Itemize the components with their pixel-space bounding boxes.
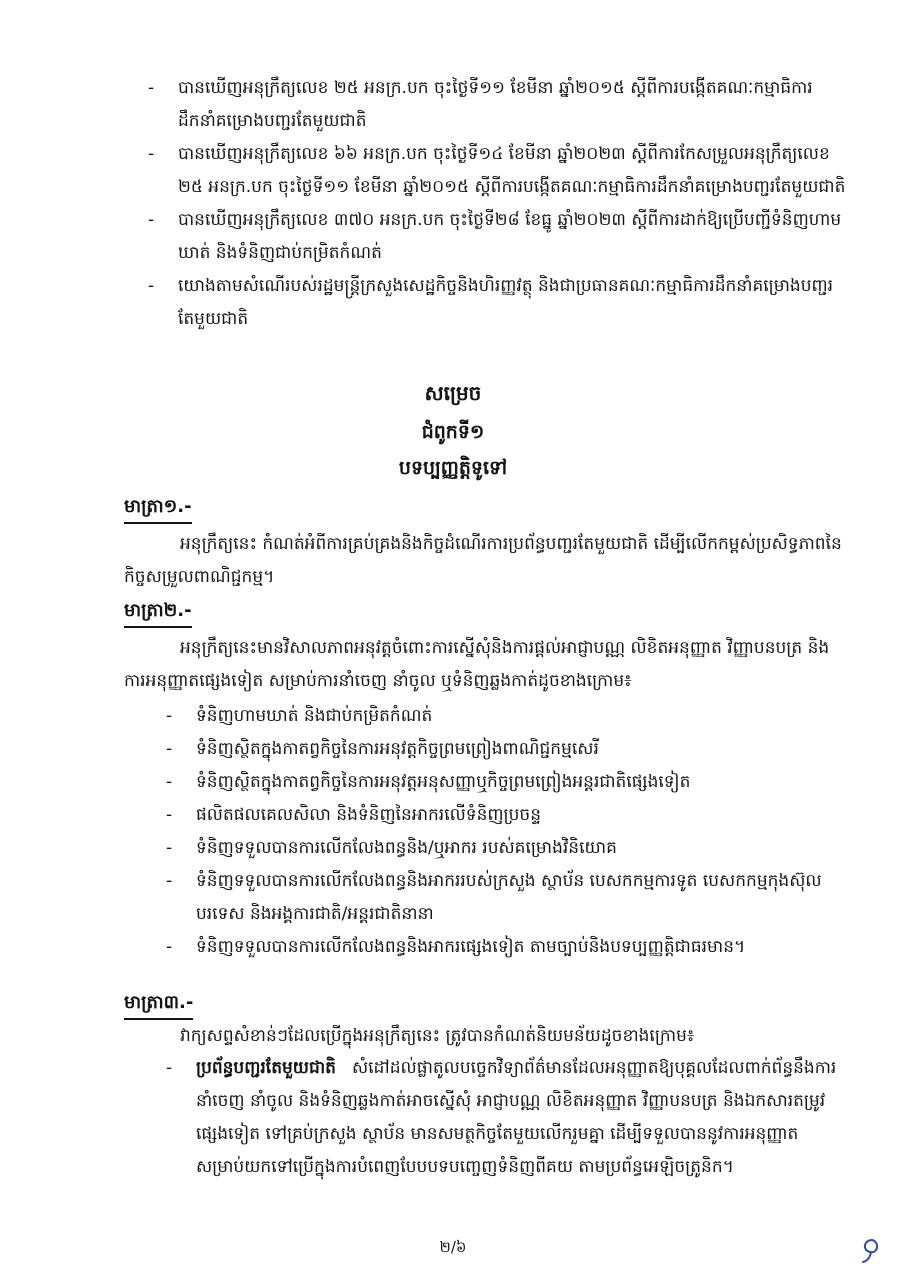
preamble-item: - បានឃើញអនុក្រឹត្យលេខ ៣៧០ អនក្រ.បក ចុះថ្ងៃទី២៨ ខែធ្នូ ឆ្នាំ២០២៣ ស្តីពីការដាក់ឱ្យប្រើបញ្ជីទំនិញហាមឃាត់ និងទំនិញជាប់កម្រិតកំណត់	[148, 204, 848, 270]
definition-item	[166, 1052, 846, 1184]
article-3-heading: មាត្រា៣.-	[124, 990, 193, 1020]
article-2-list	[166, 700, 846, 964]
article-2-text: អនុក្រឹត្យនេះមានវិសាលភាពអនុវត្តចំពោះការស្នើសុំនិងការផ្តល់អាជ្ញាបណ្ណ លិខិតអនុញ្ញាត វិញ្ញាបនបត្រ និងការអនុញ្ញាតផ្សេងទៀត សម្រាប់ការនាំចេញ នាំចូល ឬទំនិញឆ្លងកាត់ដូចខាងក្រោម៖	[124, 638, 830, 691]
preamble-item: - យោងតាមសំណើរបស់រដ្ឋមន្ត្រីក្រសួងសេដ្ឋកិច្ចនិងហិរញ្ញវត្ថុ និងជាប្រធានគណៈកម្មាធិការដឹកនាំគម្រោងបញ្ជរតែមួយជាតិ	[148, 270, 848, 336]
scope-item: - ទំនិញទទួលបានការលើកលែងពន្ធនិង/ឬអាករ របស់គម្រោងវិនិយោគ	[166, 832, 846, 865]
article-1-heading: មាត្រា១.-	[124, 494, 192, 524]
preamble-list	[148, 72, 848, 336]
scope-item: - ទំនិញហាមឃាត់ និងជាប់កម្រិតកំណត់	[166, 700, 846, 733]
scope-item: - ទំនិញស្ថិតក្នុងកាតព្វកិច្ចនៃការអនុវត្តកិច្ចព្រមព្រៀងពាណិជ្ជកម្មសេរី	[166, 733, 846, 766]
preamble-item: - បានឃើញអនុក្រឹត្យលេខ ២៥ អនក្រ.បក ចុះថ្ងៃទី១១ ខែមីនា ឆ្នាំ២០១៥ ស្តីពីការបង្កើតគណៈកម្មាធិការដឹកនាំគម្រោងបញ្ជរតែមួយជាតិ	[148, 72, 848, 138]
scope-item: - ទំនិញស្ថិតក្នុងកាតព្វកិច្ចនៃការអនុវត្តអនុសញ្ញាឬកិច្ចព្រមព្រៀងអន្តរជាតិផ្សេងទៀត	[166, 766, 846, 799]
chapter-title: ជំពូកទី១	[421, 421, 485, 443]
chapter-subtitle: បទប្បញ្ញត្តិទូទៅ	[398, 457, 508, 479]
article-1-text: អនុក្រឹត្យនេះ កំណត់អំពីការគ្រប់គ្រងនិងកិច្ចដំណើរការប្រព័ន្ធបញ្ជរតែមួយជាតិ ដើម្បីលើកកម្ពស់ប្រសិទ្ធភាពនៃកិច្ចសម្រួលពាណិជ្ជកម្ម។	[124, 534, 842, 587]
decision-title: សម្រេច	[424, 381, 482, 405]
term-definition: សំដៅដល់ផ្លាតូលបច្ចេកវិទ្យាព័ត៌មានដែលអនុញ្ញាតឱ្យបុគ្គលដែលពាក់ព័ន្ធនឹងការនាំចេញ នាំចូល និងទំនិញឆ្លងកាត់អាចស្នើសុំ អាជ្ញាបណ្ណ លិខិតអនុញ្ញាត វិញ្ញាបនបត្រ និងឯកសារតម្រូវផ្សេងទៀត ទៅគ្រប់ក្រសួង ស្ថាប័ន មានសមត្ថកិច្ចតែមួយលើករួមគ្នា ដើម្បីទទួលបាននូវការអនុញ្ញាត សម្រាប់យកទៅប្រើក្នុងការបំពេញបែបបទបញ្ចេញទំនិញពីគយ តាមប្រព័ន្ធអេឡិចត្រូនិក។	[196, 1058, 837, 1177]
article-3-text: វាក្យសព្ទសំខាន់ៗដែលប្រើក្នុងអនុក្រឹត្យនេះ ត្រូវបានកំណត់និយមន័យដូចខាងក្រោម៖	[180, 1026, 695, 1046]
handwritten-initial-signature	[858, 1234, 886, 1264]
scope-item: - ផលិតផលគេលសិលា និងទំនិញនៃអាករលើទំនិញប្រចន្ទ	[166, 799, 846, 832]
article-2-heading: មាត្រា២.-	[124, 598, 192, 628]
preamble-item: - បានឃើញអនុក្រឹត្យលេខ ៦៦ អនក្រ.បក ចុះថ្ងៃទី១៤ ខែមីនា ឆ្នាំ២០២៣ ស្តីពីការកែសម្រួលអនុក្រឹត្យលេខ ២៥ អនក្រ.បក ចុះថ្ងៃទី១១ ខែមីនា ឆ្នាំ២០១៥ ស្តីពីការបង្កើតគណៈកម្មាធិការដឹកនាំគម្រោងបញ្ជរតែមួយជាតិ	[148, 138, 848, 204]
scope-item: - ទំនិញទទួលបានការលើកលែងពន្ធនិងអាករផ្សេងទៀត តាមច្បាប់និងបទប្បញ្ញត្តិជាធរមាន។	[166, 931, 846, 964]
scope-item: - ទំនិញទទួលបានការលើកលែងពន្ធនិងអាកររបស់ក្រសួង ស្ថាប័ន បេសកកម្មការទូត បេសកកម្មកុងស៊ុលបរទេស និងអង្គការជាតិ/អន្តរជាតិនានា	[166, 865, 846, 931]
page-number: ២/៦	[439, 1238, 467, 1256]
definition-list	[166, 1052, 846, 1184]
defined-term: ប្រព័ន្ធបញ្ជរតែមួយជាតិ	[196, 1058, 336, 1078]
